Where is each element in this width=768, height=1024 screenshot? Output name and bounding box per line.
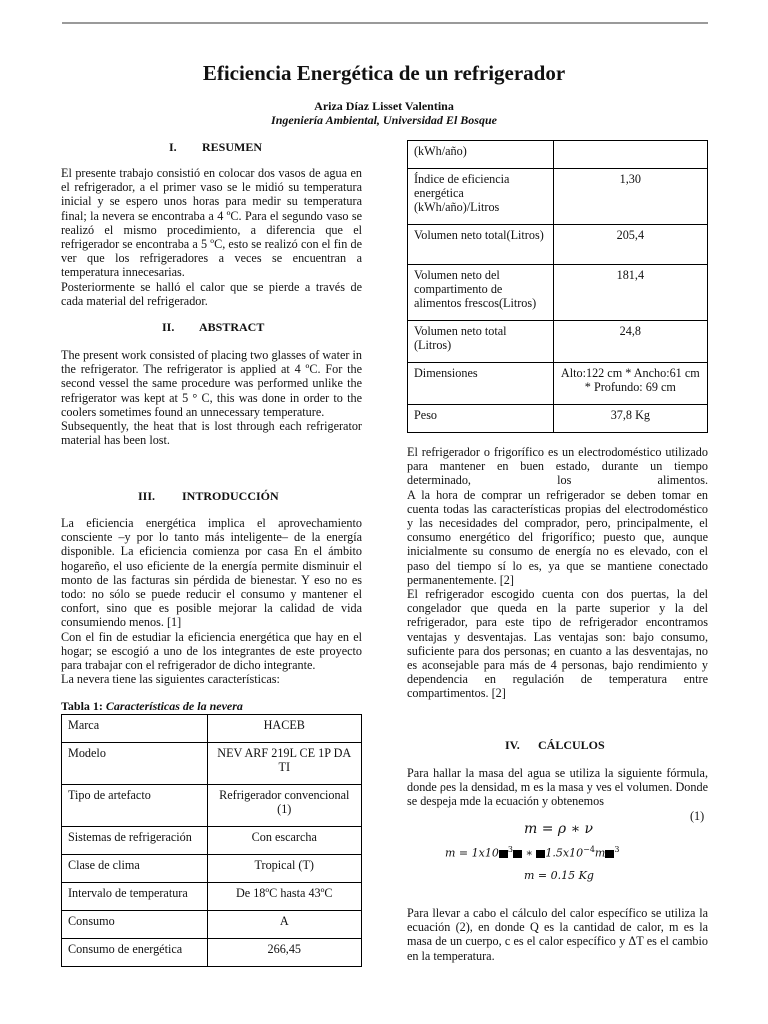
table-row [62,855,362,883]
table-row [62,715,362,743]
calculos-paragraph-1: Para hallar la masa del agua se utiliza la siguiente fórmula, donde ρes la densidad, m es la masa y νes el volumen. Donde se despeja mde la ecuación y obtenemos [407,766,708,809]
section-number: III. [138,489,156,503]
table-row [408,225,708,265]
equation-mass-result: m = 0.15 Kg [524,869,594,882]
table-row [62,911,362,939]
table-cell-label: Tipo de artefacto [62,785,208,827]
table-cell-value: Tropical (T) [207,855,361,883]
abstract-paragraph-1: The present work consisted of placing two glasses of water in the refrigerator. The refrigerator is applied at 4 ºC. For the second vessel the same procedure was performed unlike the refrigerator was kept at 5 ° C, this was done in order to the coolers sometimes found an unnecessary temperature. [61,348,362,419]
right-paragraph-3: El refrigerador escogido cuenta con dos puertas, la del congelador que queda en la parte superior y la del refrigerador, para este tipo de refrigerador encontramos ventajas y desventajas. Las ventajas son: bajo consumo, suficiente para dos personas; en cuanto a las desventajas, no es aconsejable para más de 4 personas, bajo rendimiento y dependencia en regulación de temperatura entre compartimentos. [2] [407,587,708,701]
section-title: INTRODUCCIÓN [182,489,279,503]
table-cell-label: Intervalo de temperatura [62,883,208,911]
table-cell-label: Consumo [62,911,208,939]
intro-body [61,516,362,686]
table-cell-value: NEV ARF 219L CE 1P DA TI [207,743,361,785]
section-number: I. [169,140,177,154]
table-cell-value [553,141,707,169]
table-cell-value: HACEB [207,715,361,743]
table-row [408,405,708,433]
paper-title: Eficiencia Energética de un refrigerador [202,61,566,85]
eq-term-1: m = 1x10 [445,846,499,860]
table-cell-label: Volumen neto total (Litros) [408,321,554,363]
table-cell-value: Con escarcha [207,827,361,855]
table-cell-label: (kWh/año) [408,141,554,169]
table-cell-value: Alto:122 cm * Ancho:61 cm * Profundo: 69 cm [553,363,707,405]
section-number: IV. [505,738,520,752]
calculos-intro [407,766,708,809]
equation-mass-substitution [445,843,619,861]
eq-times: ∗ [525,846,533,860]
table-cell-value: A [207,911,361,939]
table-cell-label: Volumen neto del compartimento de alimentos frescos(Litros) [408,265,554,321]
calculos-body [407,906,708,963]
table-cell-label: Marca [62,715,208,743]
table-caption [61,699,243,713]
eq-exponent-3: 3 [614,845,620,854]
resumen-paragraph-2: Posteriormente se halló el calor que se pierde a través de cada material del refrigerador. [61,279,362,308]
table-row [62,827,362,855]
top-rule [62,22,708,24]
author-name: Ariza Díaz Lisset Valentina [314,99,454,113]
eq-unit: m [594,846,606,860]
equation-density: m = ρ ∗ ν [524,821,594,837]
table-row [408,169,708,225]
redaction-block [499,850,508,858]
table-row [62,883,362,911]
abstract-paragraph-2: Subsequently, the heat that is lost through each refrigerator material has been lost. [61,419,362,448]
redaction-block [605,850,614,858]
abstract-body [61,348,362,447]
intro-paragraph-2: Con el fin de estudiar la eficiencia energética que hay en el hogar; se escogió a uno de los integrantes de este proyecto para trabajar con el refrigerador de dicho integrante. [61,629,362,673]
table-cell-label: Sistemas de refrigeración [62,827,208,855]
table-cell-label: Volumen neto total(Litros) [408,225,554,265]
table-cell-value: 205,4 [553,225,707,265]
eq-term-2: 1.5x10 [545,846,584,860]
table-cell-value: 266,45 [207,939,361,967]
section-title: CÁLCULOS [538,738,605,752]
table-row [62,785,362,827]
table-cell-value: 37,8 Kg [553,405,707,433]
author-affiliation: Ingeniería Ambiental, Universidad El Bosque [271,113,497,127]
intro-paragraph-3: La nevera tiene las siguientes características: [61,672,280,687]
table-cell-label: Dimensiones [408,363,554,405]
table-cell-label: Peso [408,405,554,433]
right-paragraph-2: A la hora de comprar un refrigerador se deben tomar en cuenta todas las características propias del electrodoméstico y las necesidades del comprador, pero, principalmente, el consumo energético del frigorífico; puesto que, aunque inicialmente su consumo de energía no es elevado, con el paso del tiempo sí lo es, ya que se mantiene conectado permanentemente. [2] [407,487,708,587]
table-row [62,939,362,967]
section-title: RESUMEN [202,140,263,154]
table-caption-text: Características de la nevera [105,699,243,713]
eq-exponent-2: −4 [583,845,595,854]
table-row [62,743,362,785]
table-cell-value: 24,8 [553,321,707,363]
table-cell-label: Consumo de energética [62,939,208,967]
specs-table-part-1 [61,714,362,967]
equation-number: (1) [690,809,705,823]
table-row [408,363,708,405]
right-paragraph-1: El refrigerador o frigorífico es un electrodoméstico utilizado para mantener en buen estado, durante un tiempo determinado, los alimentos. [407,445,708,488]
table-cell-label: Índice de eficiencia energética (kWh/año)/Litros [408,169,554,225]
table-cell-label: Clase de clima [62,855,208,883]
table-cell-label: Modelo [62,743,208,785]
section-number: II. [162,320,175,334]
intro-paragraph-1: La eficiencia energética implica el aprovechamiento consciente –y por lo tanto más inteligente– de la energía disponible. La eficiencia comienza por casa En el ámbito hogareño, el uso eficiente de la energía permite disminuir el monto de las facturas sin pérdida de bienestar. Y eso no es todo: no sólo se puede reducir el consumo y mantener el confort, sino que es posible mejorar la calidad de vida consumiendo menos. [1] [61,516,362,630]
right-body [407,445,708,701]
resumen-body [61,166,362,308]
table-row [408,141,708,169]
resumen-paragraph-1: El presente trabajo consistió en colocar dos vasos de agua en el refrigerador, a el primer vaso se le midió su temperatura inicial y se espero unos horas para medir su temperatura final; la nevera se encontraba a 4 ºC. Para el segundo vaso se realizó el mismo procedimiento, a diferencia que el refrigerador se encontraba a 5 ºC, esto se realizó con el fin de ver que los refrigeradores a veces se encuentran a temperatura innecesarias. [61,166,362,280]
table-caption-label: Tabla 1: [61,699,103,713]
table-row [408,321,708,363]
section-title: ABSTRACT [199,320,265,334]
calculos-paragraph-2: Para llevar a cabo el cálculo del calor específico se utiliza la ecuación (2), en donde Q es la cantidad de calor, m es la masa de un cuerpo, c es el calor específico y ΔT es el cambio en la temperatura. [407,906,708,963]
specs-table-part-2 [407,140,708,433]
table-cell-value: 181,4 [553,265,707,321]
table-cell-value: De 18ºC hasta 43ºC [207,883,361,911]
table-row [408,265,708,321]
eq-exponent-1: 3 [507,845,513,854]
table-cell-value: Refrigerador convencional (1) [207,785,361,827]
table-cell-value: 1,30 [553,169,707,225]
redaction-block [513,850,522,858]
